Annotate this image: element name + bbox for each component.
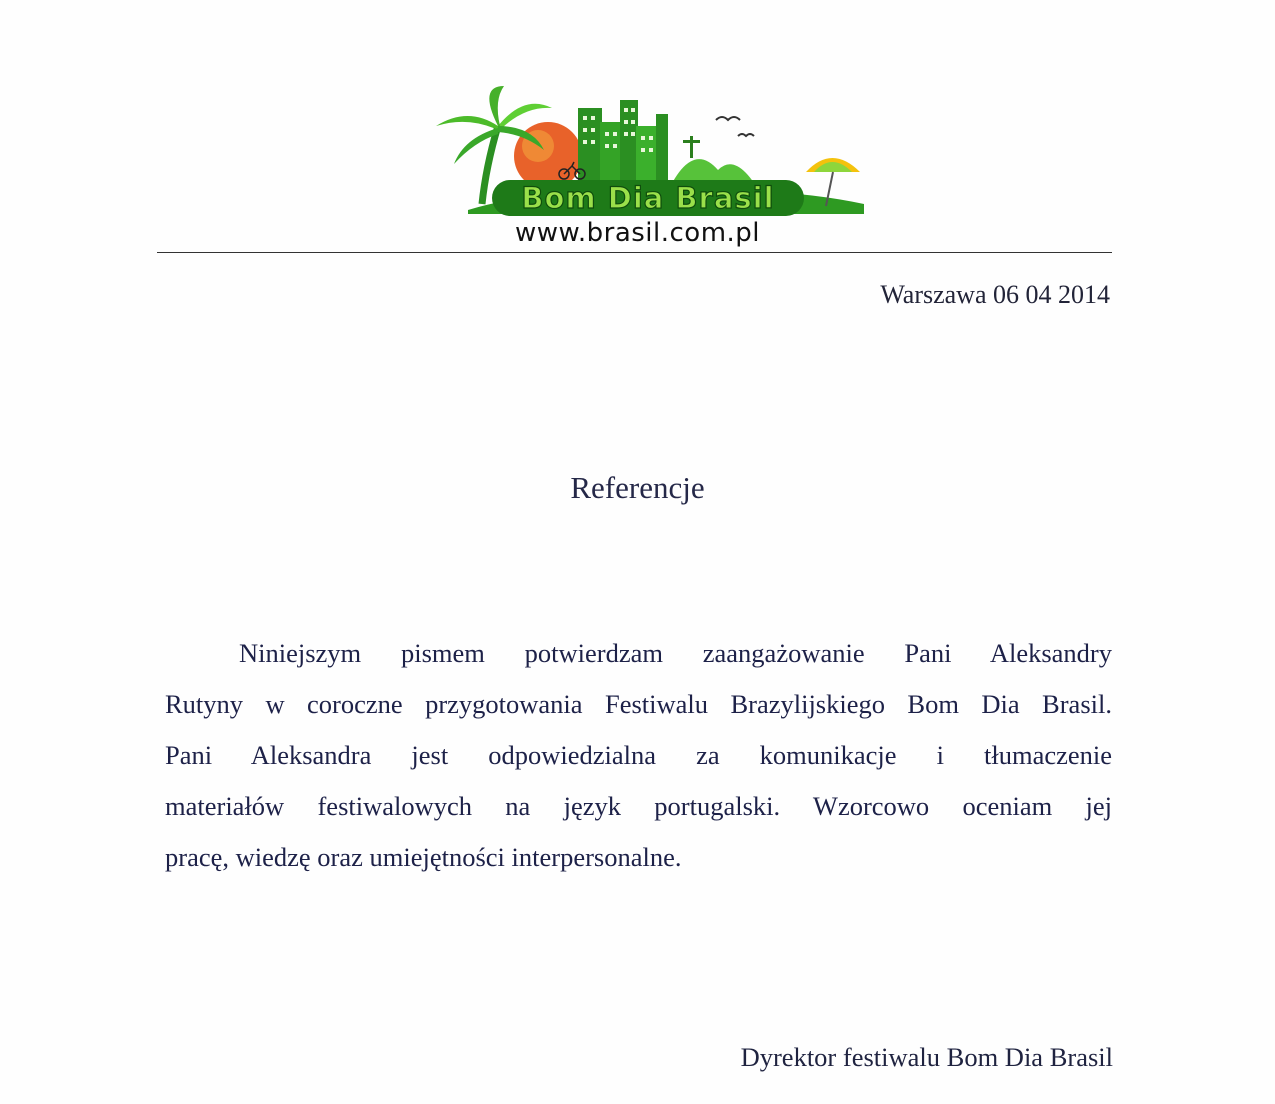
body-line: Pani Aleksandra jest odpowiedzialna za komunikacje i tłumaczenie — [165, 740, 1112, 770]
website-url[interactable]: www.brasil.com.pl — [514, 218, 761, 248]
header-divider — [157, 252, 1112, 253]
body-line: Rutyny w coroczne przygotowania Festiwalu Brazylijskiego Bom Dia Brasil. — [165, 689, 1112, 719]
bom-dia-brasil-logo — [428, 86, 868, 220]
body-line: pracę, wiedzę oraz umiejętności interpersonalne. — [165, 842, 682, 872]
svg-text:Bom Dia Brasil: Bom Dia Brasil — [521, 181, 775, 215]
letter-body — [165, 628, 1112, 883]
body-line: Niniejszym pismem potwierdzam zaangażowanie Pani Aleksandry — [239, 638, 1112, 668]
body-line: materiałów festiwalowych na język portugalski. Wzorcowo oceniam jej — [165, 791, 1112, 821]
letter-date: Warszawa 06 04 2014 — [880, 280, 1110, 309]
signature-line: Dyrektor festiwalu Bom Dia Brasil — [740, 1042, 1113, 1072]
letter-title: Referencje — [570, 470, 705, 505]
